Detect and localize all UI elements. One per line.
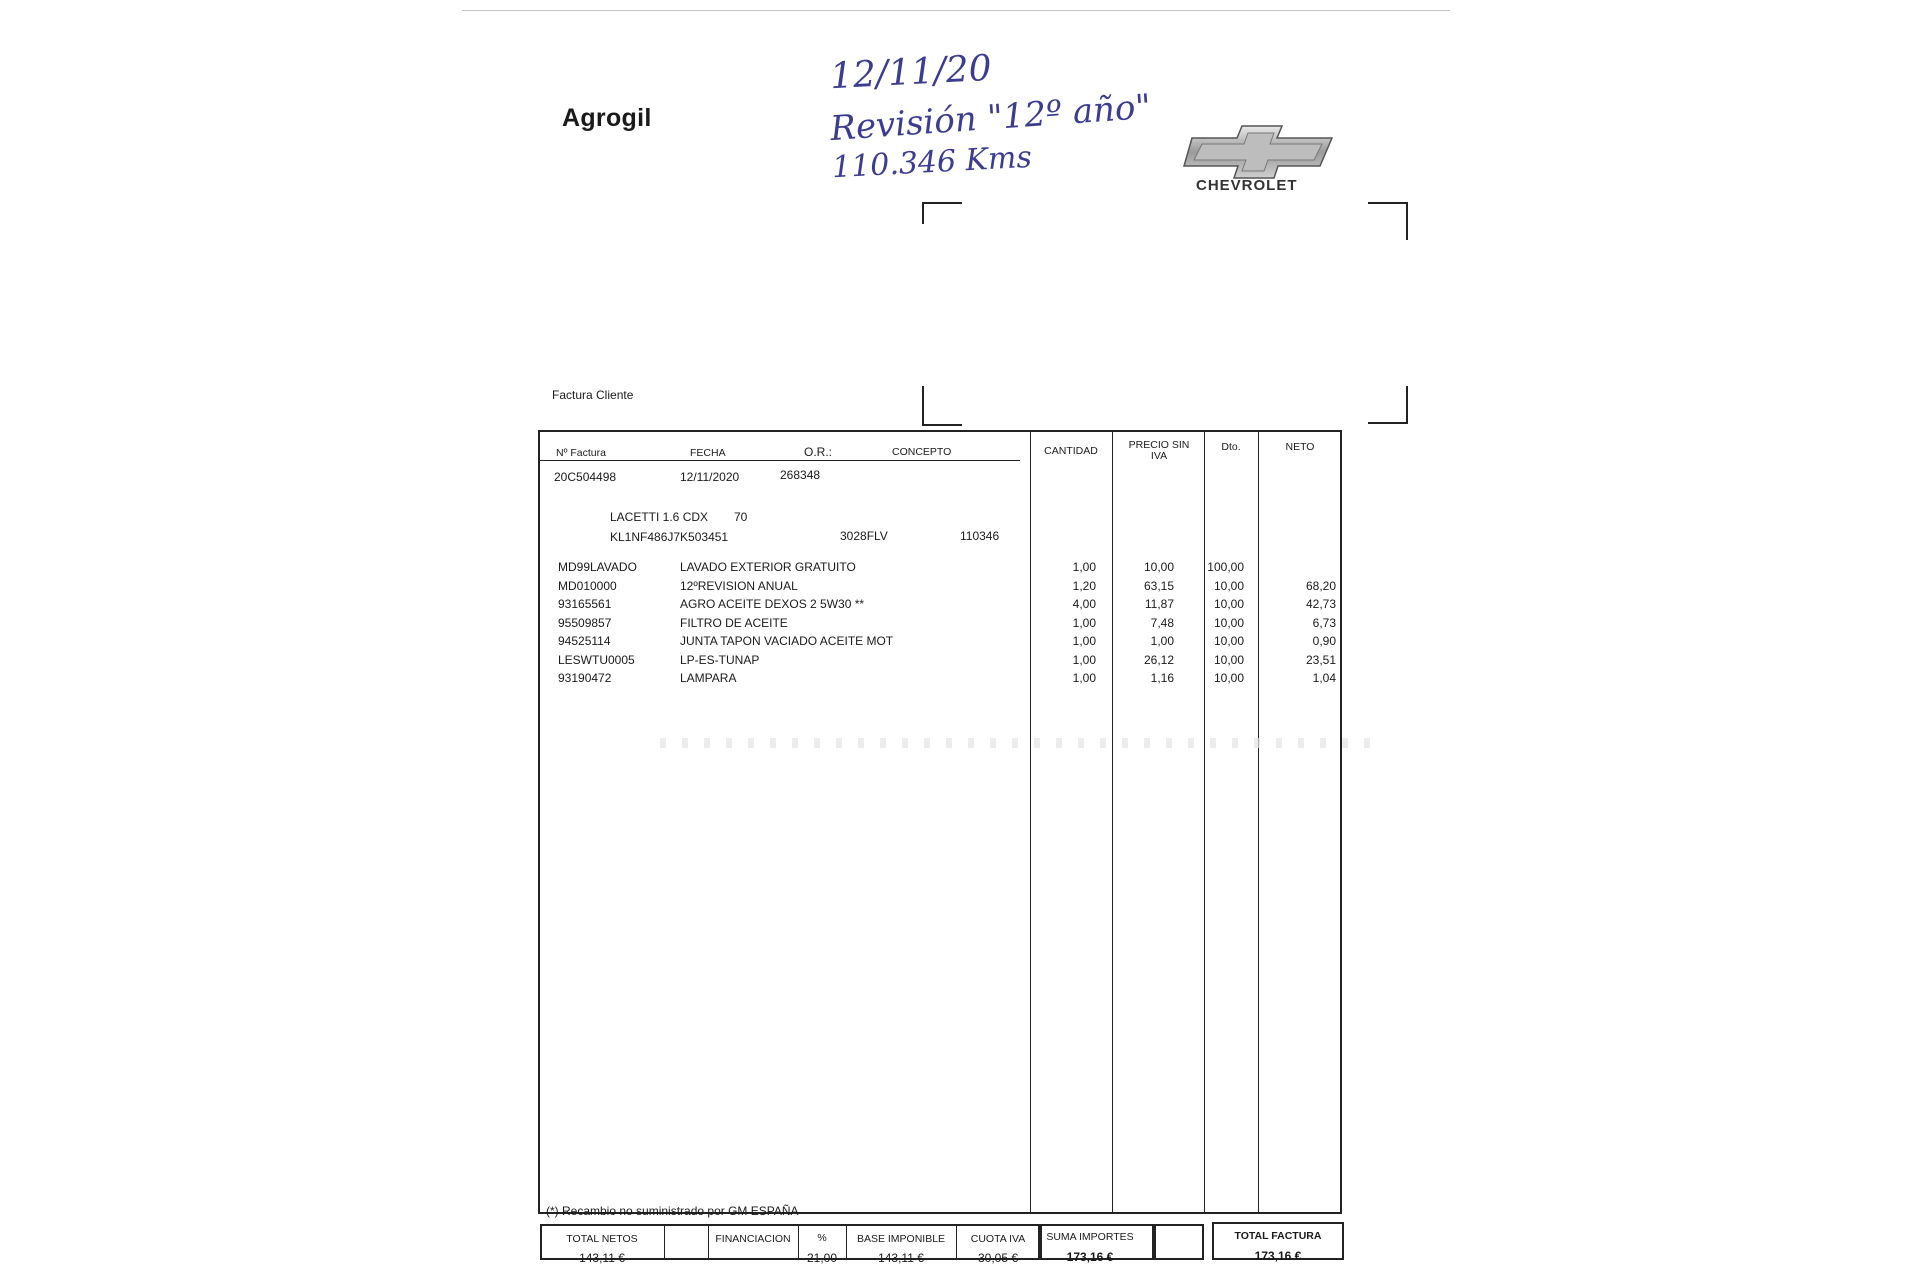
vehicle-vin: KL1NF486J7K503451 <box>610 530 729 544</box>
line-description: LP-ES-TUNAP <box>680 652 760 667</box>
suma-importes-value: 173,16 € <box>1066 1250 1114 1264</box>
line-quantity: 1,20 <box>1072 578 1096 593</box>
blank-box <box>1154 1224 1204 1260</box>
total-netos-value: 143,11 € <box>579 1251 625 1265</box>
line-net: 23,51 <box>1305 652 1336 667</box>
line-price: 1,00 <box>1150 634 1174 648</box>
col-divider-cantidad <box>1030 430 1031 1214</box>
invoice-or: 268348 <box>780 468 821 482</box>
invoice-table <box>538 430 1342 1214</box>
chevrolet-wordmark: CHEVROLET <box>1196 177 1298 194</box>
line-discount: 10,00 <box>1213 652 1244 667</box>
handwritten-date: 12/11/20 <box>829 47 993 98</box>
line-description: 12ºREVISION ANUAL <box>680 578 798 593</box>
faint-scan-artifact <box>660 738 1380 748</box>
line-price: 26,12 <box>1143 652 1174 667</box>
footnote: (*) Recambio no suministrado por GM ESPAÑA <box>546 1204 799 1218</box>
handwritten-note: Revisión "12º año" <box>828 86 1153 150</box>
total-factura-label: TOTAL FACTURA <box>1234 1230 1322 1242</box>
financiacion-label: FINANCIACION <box>715 1233 791 1245</box>
vehicle-plate: 3028FLV <box>840 529 888 543</box>
company-name: Agrogil <box>562 104 652 132</box>
line-net: 0,90 <box>1312 634 1336 648</box>
line-net: 42,73 <box>1305 597 1336 611</box>
line-net: 6,73 <box>1312 615 1336 630</box>
line-quantity: 1,00 <box>1072 671 1096 685</box>
address-bracket-bl <box>922 386 962 426</box>
line-quantity: 1,00 <box>1072 615 1096 630</box>
line-description: LAVADO EXTERIOR GRATUITO <box>680 560 856 574</box>
base-imponible-value: 143,11 € <box>878 1251 924 1265</box>
invoice-date: 12/11/2020 <box>680 470 740 484</box>
total-netos-label: TOTAL NETOS <box>566 1233 638 1245</box>
line-price: 11,87 <box>1144 597 1174 611</box>
line-quantity: 1,00 <box>1072 560 1096 574</box>
line-discount: 10,00 <box>1213 634 1244 648</box>
line-quantity: 4,00 <box>1072 597 1096 611</box>
document-type-label: Factura Cliente <box>552 388 634 402</box>
address-bracket-tl <box>922 202 962 224</box>
line-discount: 100,00 <box>1207 560 1244 574</box>
line-description: JUNTA TAPON VACIADO ACEITE MOT <box>680 634 894 648</box>
line-net: 1,04 <box>1312 671 1336 685</box>
line-description: FILTRO DE ACEITE <box>680 615 788 630</box>
header-fecha: FECHA <box>690 447 726 459</box>
vehicle-km: 110346 <box>960 529 1000 543</box>
header-neto: NETO <box>1285 441 1315 453</box>
line-net: 68,20 <box>1305 578 1336 593</box>
line-quantity: 1,00 <box>1072 634 1096 648</box>
vehicle-model: LACETTI 1.6 CDX <box>610 510 709 524</box>
header-precio: PRECIO SIN IVA <box>1128 439 1190 462</box>
line-code: 93165561 <box>558 597 612 611</box>
cuota-iva-label: CUOTA IVA <box>970 1233 1026 1245</box>
total-factura-value: 173,16 € <box>1254 1249 1302 1263</box>
cuota-iva-value: 30,05 € <box>977 1251 1019 1265</box>
pct-label: % <box>817 1232 827 1244</box>
line-quantity: 1,00 <box>1072 652 1096 667</box>
col-divider-dto <box>1204 430 1205 1214</box>
header-concepto: CONCEPTO <box>892 446 952 458</box>
address-bracket-tr <box>1368 202 1408 240</box>
pct-value: 21,00 <box>806 1251 838 1265</box>
handwritten-km: 110.346 Kms <box>831 139 1033 186</box>
line-discount: 10,00 <box>1213 671 1244 685</box>
suma-importes-label: SUMA IMPORTES <box>1046 1231 1134 1243</box>
col-divider-neto <box>1258 430 1259 1214</box>
line-code: LESWTU0005 <box>558 652 635 667</box>
totals-div-1 <box>664 1224 665 1260</box>
address-bracket-br <box>1368 386 1408 424</box>
line-discount: 10,00 <box>1213 578 1244 593</box>
line-description: AGRO ACEITE DEXOS 2 5W30 ** <box>680 597 865 611</box>
vehicle-model-code: 70 <box>734 510 748 524</box>
line-discount: 10,00 <box>1213 597 1244 611</box>
col-divider-precio <box>1112 430 1113 1214</box>
page-top-rule <box>462 10 1450 11</box>
invoice-number: 20C504498 <box>554 470 617 484</box>
line-description: LAMPARA <box>680 671 737 685</box>
line-price: 63,15 <box>1143 578 1174 593</box>
line-price: 7,48 <box>1150 615 1174 630</box>
base-imponible-label: BASE IMPONIBLE <box>856 1233 946 1245</box>
header-cantidad: CANTIDAD <box>1044 445 1098 457</box>
line-code: 93190472 <box>558 671 612 685</box>
line-code: 95509857 <box>558 615 612 630</box>
line-code: MD99LAVADO <box>558 560 637 574</box>
header-underline <box>538 460 1020 461</box>
line-price: 1,16 <box>1150 671 1174 685</box>
header-or: O.R.: <box>804 445 833 459</box>
header-nfactura: Nº Factura <box>556 447 606 459</box>
line-discount: 10,00 <box>1213 615 1244 630</box>
line-code: 94525114 <box>558 634 611 648</box>
header-dto: Dto. <box>1221 441 1241 453</box>
line-code: MD010000 <box>558 578 617 593</box>
line-price: 10,00 <box>1143 560 1174 574</box>
